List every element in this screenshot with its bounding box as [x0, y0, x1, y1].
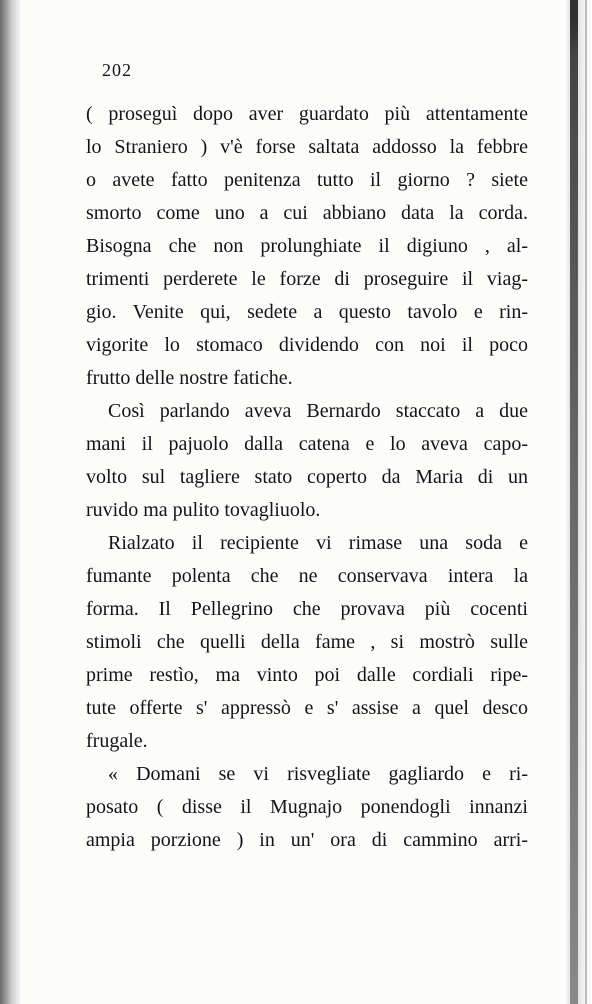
- text-line: lo Straniero ) v'è forse saltata addosso la febbre: [86, 136, 528, 158]
- text-line: vigorite lo stomaco dividendo con noi il poco: [86, 334, 528, 356]
- text-line: mani il pajuolo dalla catena e lo aveva capo-: [86, 433, 528, 455]
- body-text: [86, 98, 528, 857]
- text-line: trimenti perderete le forze di proseguire il viag-: [86, 268, 528, 290]
- page-edge-light-strip: [585, 0, 587, 1004]
- page-edge-dark-strip: [570, 0, 578, 1004]
- text-line: posato ( disse il Mugnajo ponendogli innanzi: [86, 796, 528, 818]
- text-line: ruvido ma pulito tovagliuolo.: [86, 499, 321, 521]
- text-line: o avete fatto penitenza tutto il giorno ? siete: [86, 169, 528, 191]
- text-line: volto sul tagliere stato coperto da Maria di un: [86, 466, 528, 488]
- text-line: ( proseguì dopo aver guardato più attentamente: [86, 103, 528, 125]
- text-line: smorto come uno a cui abbiano data la corda.: [86, 202, 528, 224]
- text-line: Così parlando aveva Bernardo staccato a due: [108, 400, 528, 422]
- text-line: forma. Il Pellegrino che provava più cocenti: [86, 598, 528, 620]
- page-number: 202: [102, 60, 132, 80]
- text-line: frutto delle nostre fatiche.: [86, 367, 293, 389]
- text-line: « Domani se vi risvegliate gagliardo e ri-: [108, 763, 528, 785]
- text-line: gio. Venite qui, sedete a questo tavolo e rin-: [86, 301, 528, 323]
- text-line: stimoli che quelli della fame , si mostrò sulle: [86, 631, 528, 653]
- text-line: tute offerte s' appressò e s' assise a quel desco: [86, 697, 528, 719]
- text-line: prime restìo, ma vinto poi dalle cordiali ripe-: [86, 664, 528, 686]
- text-line: frugale.: [86, 730, 148, 752]
- page-gutter-shadow: [0, 0, 20, 1004]
- text-line: fumante polenta che ne conservava intera la: [86, 565, 528, 587]
- text-line: ampia porzione ) in un' ora di cammino arri-: [86, 829, 528, 851]
- text-line: Rialzato il recipiente vi rimase una soda e: [108, 532, 528, 554]
- text-line: Bisogna che non prolunghiate il digiuno , al-: [86, 235, 528, 257]
